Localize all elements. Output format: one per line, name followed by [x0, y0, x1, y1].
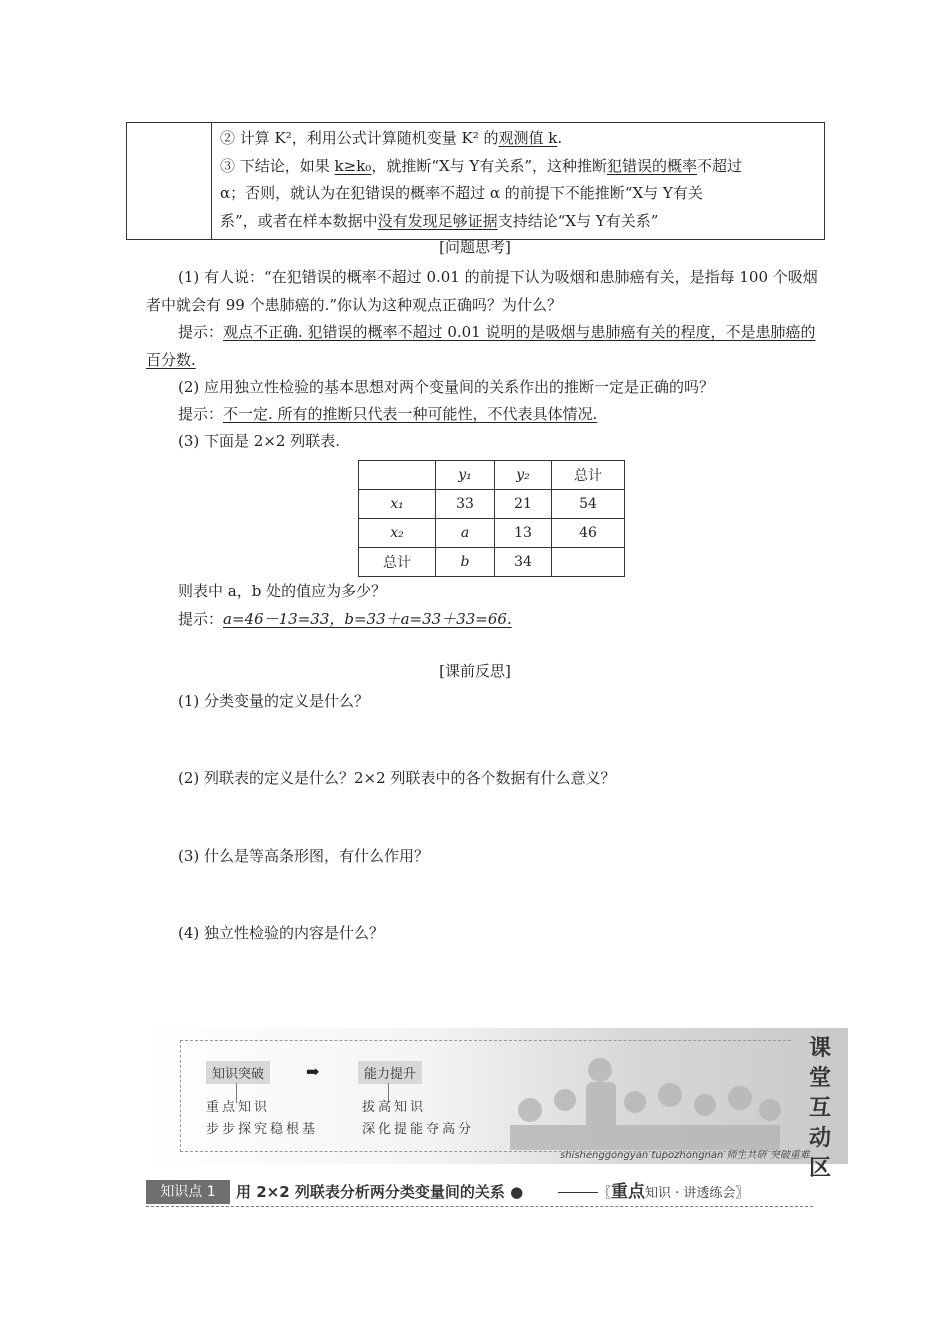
table-row — [359, 548, 625, 577]
step3-underline-1: k≥k₀ — [334, 156, 372, 175]
question-3: (3) 下面是 2×2 列联表. — [178, 432, 340, 450]
question-section-title: [问题思考] — [439, 238, 511, 256]
vertical-char: 互 — [808, 1096, 831, 1121]
question-2-hint — [146, 401, 826, 429]
banner-left-line2: 步步探究稳根基 — [206, 1122, 319, 1137]
arrow-right-icon: ➡ — [306, 1062, 320, 1081]
table-cell: 13 — [495, 519, 552, 548]
vertical-char: 堂 — [808, 1066, 831, 1091]
question-1-hint — [146, 319, 826, 374]
knowledge-point-tagline — [598, 1180, 748, 1206]
table-cell: y₁ — [436, 461, 495, 490]
hint-text: 观点不正确. 犯错误的概率不超过 0.01 说明的是吸烟与患肺癌有关的程度，不是患肺癌的百分数. — [146, 323, 816, 369]
vertical-char: 区 — [808, 1156, 831, 1181]
table-cell — [359, 461, 436, 490]
banner-right-line2: 深化提能夺高分 — [362, 1122, 475, 1137]
knowledge-point-label: 知识点 1 — [146, 1180, 230, 1204]
knowledge-point-title: 用 2×2 列联表分析两分类变量间的关系 ● — [236, 1183, 524, 1201]
question-3-ask: 则表中 a，b 处的值应为多少？ — [178, 582, 387, 600]
table-cell: 54 — [552, 490, 625, 519]
step2-underline: 观测值 k — [498, 129, 558, 147]
table-cell: 33 — [436, 490, 495, 519]
tag-knowledge: 知识突破 — [206, 1061, 270, 1084]
reflect-item: (1) 分类变量的定义是什么？ — [178, 692, 370, 710]
dashed-rule — [146, 1206, 813, 1207]
step3-text-c: 不超过 — [697, 156, 743, 175]
step3-text-b: ，就推断“X与 Y有关系”，这种推断 — [371, 156, 607, 175]
reflect-item: (4) 独立性检验的内容是什么？ — [178, 924, 385, 942]
table-cell: a — [436, 519, 495, 548]
table-row — [359, 519, 625, 548]
vertical-char: 课 — [808, 1036, 831, 1061]
banner-slogan: shishenggongyan tupozhongnan 师生共研 突破重难 — [560, 1150, 810, 1161]
banner-left-line1: 重点知识 — [206, 1100, 271, 1115]
reflect-section-title: [课前反思] — [439, 662, 511, 680]
tagline-emphasis: 重点 — [611, 1182, 646, 1202]
step3-line4-a: 系”，或者在样本数据中 — [220, 211, 378, 230]
hint-text: a=46－13=33，b=33＋a=33＋33=66. — [223, 610, 512, 628]
step3-line3: α；否则，就认为在犯错误的概率不超过 α 的前提下不能推断“X与 Y有关 — [220, 184, 703, 202]
table-row — [359, 490, 625, 519]
vertical-char: 动 — [808, 1126, 831, 1151]
steps-table — [126, 122, 825, 240]
steps-text — [220, 125, 816, 235]
contingency-table — [358, 460, 625, 577]
table-cell: x₂ — [359, 519, 436, 548]
tag-ability: 能力提升 — [358, 1061, 422, 1084]
table-cell: 总计 — [359, 548, 436, 577]
tagline-rest: 知识 · 讲透练会 — [645, 1186, 736, 1201]
banner-left-text — [206, 1097, 318, 1141]
hint-text: 不一定. 所有的推断只代表一种可能性，不代表具体情况. — [223, 405, 598, 423]
hint-label: 提示： — [178, 610, 224, 628]
table-cell: 21 — [495, 490, 552, 519]
bracket-right: 〗 — [735, 1186, 749, 1201]
table-cell: b — [436, 548, 495, 577]
table-cell: x₁ — [359, 490, 436, 519]
reflect-item: (2) 列联表的定义是什么？2×2 列联表中的各个数据有什么意义？ — [178, 769, 616, 787]
table-cell: 34 — [495, 548, 552, 577]
reflect-item: (3) 什么是等高条形图，有什么作用？ — [178, 847, 430, 865]
step3-line4-b: 支持结论“X与 Y有关系” — [497, 211, 659, 230]
hint-label: 提示： — [178, 405, 224, 423]
table-row — [359, 461, 625, 490]
step3-text-a: ③ 下结论，如果 — [220, 156, 335, 175]
table-cell — [552, 548, 625, 577]
question-2: (2) 应用独立性检验的基本思想对两个变量间的关系作出的推断一定是正确的吗？ — [178, 378, 715, 396]
step3-underline-2: 犯错误的概率 — [607, 156, 698, 175]
table-cell: 总计 — [552, 461, 625, 490]
question-3-hint — [178, 606, 858, 634]
hint-label: 提示： — [178, 323, 224, 341]
step2-text: ② 计算 K²，利用公式计算随机变量 K² 的 — [220, 129, 499, 147]
table-cell: y₂ — [495, 461, 552, 490]
table-cell: 46 — [552, 519, 625, 548]
banner-vertical-title — [800, 1034, 840, 1184]
question-1: (1) 有人说：“在犯错误的概率不超过 0.01 的前提下认为吸烟和患肺癌有关，是指每 100 个吸烟者中就会有 99 个患肺癌的.”你认为这种观点正确吗？为什么？ — [146, 268, 818, 314]
bracket-left: 〖 — [598, 1186, 612, 1201]
banner-right-line1: 拔高知识 — [362, 1100, 427, 1115]
steps-left-column — [127, 123, 212, 239]
step2-end: . — [557, 129, 563, 147]
step3-line4-underline: 没有发现足够证据 — [377, 211, 498, 230]
divider — [558, 1192, 598, 1193]
banner-right-text — [362, 1097, 474, 1141]
